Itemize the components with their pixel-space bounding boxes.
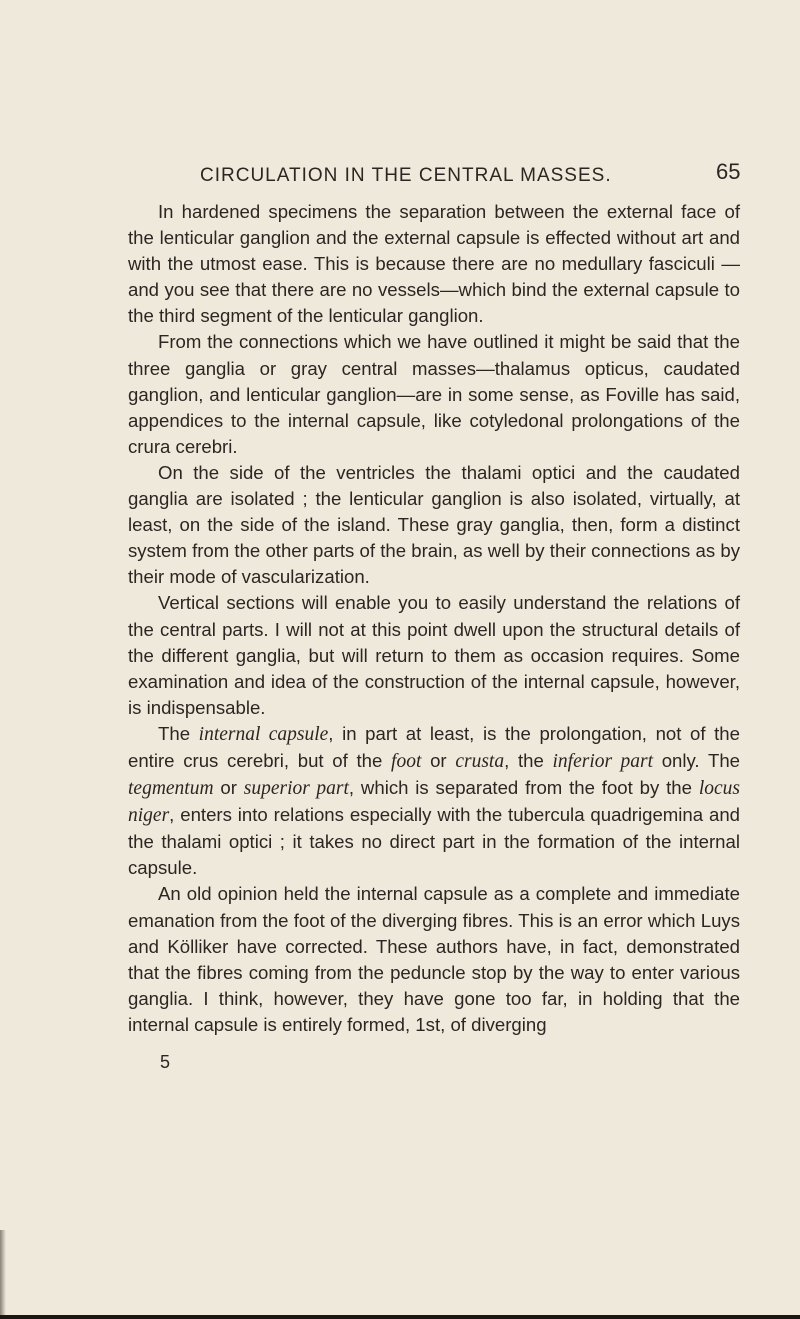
signature-mark: 5 <box>160 1052 171 1072</box>
italic-term: locus niger <box>128 778 740 827</box>
page-edge-shadow <box>0 1230 6 1319</box>
text-run: , enters into relations especially with the tubercula quadrigemina and the thalami optici ; it takes no direct part in the formation of the internal capsule. <box>128 804 740 879</box>
text-run: From the connections which we have outlined it might be said that the three ganglia or gray central masses—thalamus opticus, caudated ganglion, and lenticular ganglion—are in some sense, as Foville has said, appendices to the internal capsule, like cotyledonal prolongations of the crura cerebri. <box>128 331 740 457</box>
paragraph <box>128 721 740 882</box>
text-run: In hardened specimens the separation between the external face of the lenticular ganglion and the external capsule is effected without art and with the utmost ease. This is because there are no medullary fasciculi — and you see that there are no vessels—which bind the external capsule to the third segment of the lenticular ganglion. <box>128 201 740 327</box>
italic-term: tegmentum <box>128 778 214 800</box>
page-bottom-edge <box>0 1315 800 1319</box>
text-run: Vertical sections will enable you to easily understand the relations of the central parts. I will not at this point dwell upon the structural details of the different ganglia, but will return to them as occasion requires. Some examination and idea of the construction of the internal capsule, however, is indispensable. <box>128 592 740 718</box>
text-run: The <box>158 722 199 744</box>
italic-term: inferior part <box>552 750 653 772</box>
text-run: , in part at least, is the prolongation, not of the entire crus cerebri, but of the <box>128 722 740 771</box>
paragraph <box>128 460 740 590</box>
body-text <box>128 199 740 1038</box>
paragraph <box>128 329 740 459</box>
paragraph <box>128 199 740 329</box>
paragraph <box>128 881 740 1038</box>
text-run: or <box>421 749 456 771</box>
paragraph <box>128 590 740 720</box>
text-run: An old opinion held the internal capsule as a complete and immediate emanation from the foot of the diverging fibres. This is an error which Luys and Kölliker have corrected. These authors have, in fact, demonstrated that the fibres coming from the peduncle stop by the way to enter various ganglia. I think, however, they have gone too far, in holding that the internal capsule is entirely formed, 1st, of diverging <box>128 883 740 1035</box>
text-run: , the <box>504 749 553 771</box>
italic-term: superior part <box>243 778 349 800</box>
text-run: or <box>213 777 244 799</box>
running-title: CIRCULATION IN THE CENTRAL MASSES. <box>200 165 612 186</box>
text-run: only. The <box>653 749 740 771</box>
text-run: On the side of the ventricles the thalami optici and the caudated ganglia are isolated ; the lenticular ganglion is also isolated, virtually, at least, on the side of the island. These gray ganglia, then, form a distinct system from the other parts of the brain, as well by their connections as by their mode of vascularization. <box>128 461 740 588</box>
italic-term: foot <box>391 750 422 772</box>
page-number: 65 <box>716 159 741 184</box>
italic-term: crusta <box>455 750 505 772</box>
text-run: , which is separated from the foot by the <box>348 777 699 799</box>
italic-term: internal capsule <box>198 723 329 745</box>
